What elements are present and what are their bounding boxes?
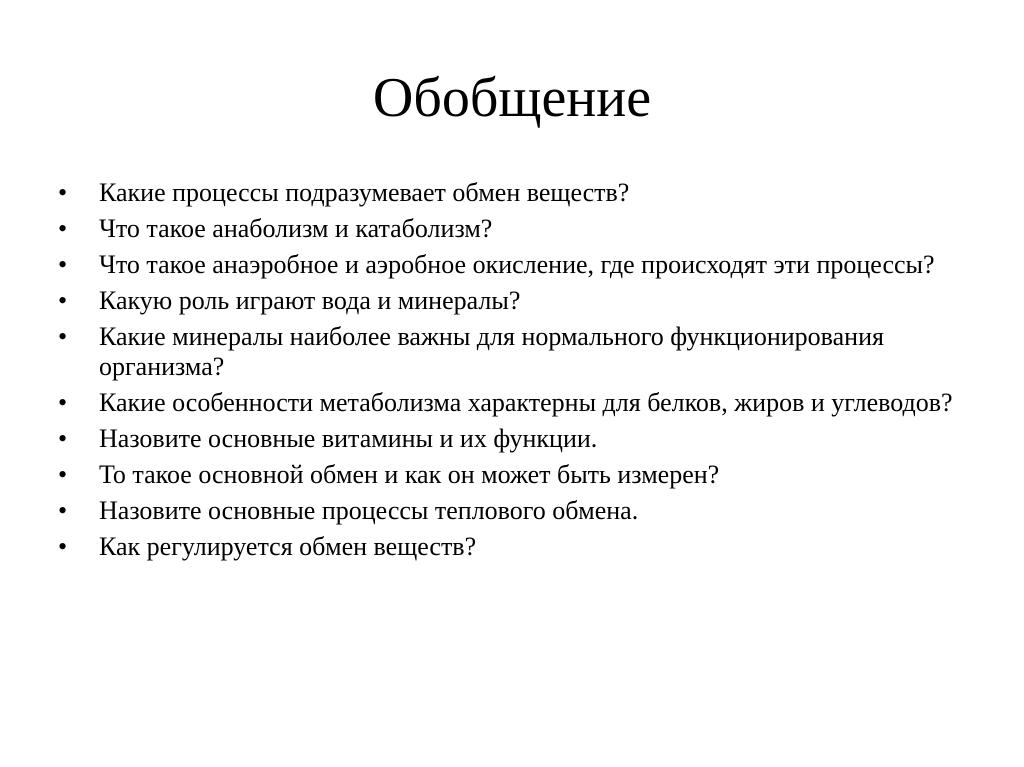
list-item xyxy=(58,214,978,244)
list-item-text: То такое основной обмен и как он может быть измерен? xyxy=(99,460,720,489)
list-item-text: Какие процессы подразумевает обмен веществ? xyxy=(99,178,630,207)
list-item-text: Назовите основные витамины и их функции. xyxy=(99,424,598,453)
list-item-text: Какую роль играют вода и минералы? xyxy=(99,286,521,315)
list-item xyxy=(58,178,978,208)
list-item-text: Назовите основные процессы теплового обмена. xyxy=(99,496,639,525)
bullet-icon: • xyxy=(58,178,68,207)
list-item-text: Какие особенности метаболизма характерны для белков, жиров и углеводов? xyxy=(99,388,953,417)
bullet-icon: • xyxy=(58,460,68,489)
list-item xyxy=(58,496,978,526)
bullet-icon: • xyxy=(58,496,68,525)
question-list xyxy=(58,178,978,568)
bullet-icon: • xyxy=(58,250,68,279)
bullet-icon: • xyxy=(58,388,68,417)
list-item xyxy=(58,286,978,316)
list-item-text: Какие минералы наиболее важны для нормального функционирования организма? xyxy=(99,322,884,381)
list-item xyxy=(58,532,978,562)
bullet-icon: • xyxy=(58,214,68,243)
bullet-icon: • xyxy=(58,286,68,315)
list-item xyxy=(58,424,978,454)
list-item xyxy=(58,322,978,382)
list-item-text: Что такое анаболизм и катаболизм? xyxy=(99,214,493,243)
slide-title: Обобщение xyxy=(372,67,652,129)
list-item xyxy=(58,460,978,490)
bullet-icon: • xyxy=(58,532,68,561)
bullet-icon: • xyxy=(58,424,68,453)
list-item-text: Как регулируется обмен веществ? xyxy=(99,532,477,561)
list-item-text: Что такое анаэробное и аэробное окисление, где происходят эти процессы? xyxy=(99,250,935,279)
list-item xyxy=(58,388,978,418)
bullet-icon: • xyxy=(58,322,68,351)
list-item xyxy=(58,250,978,280)
